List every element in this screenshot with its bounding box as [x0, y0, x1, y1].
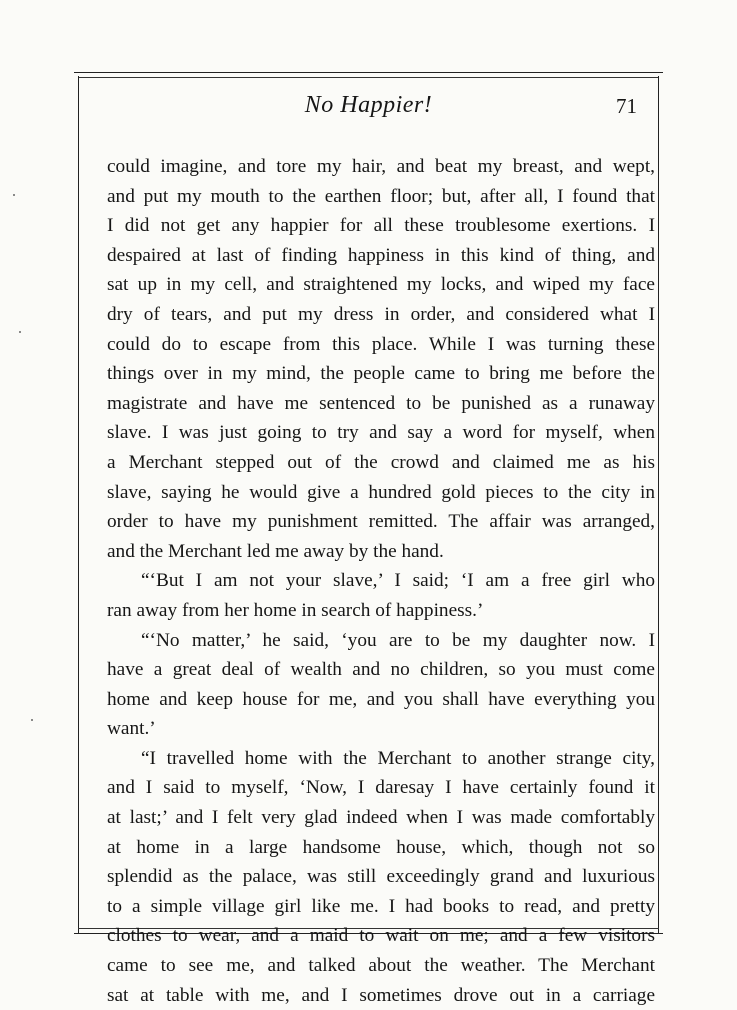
text-line: to a simple village girl like me. I had books to read, and pretty [107, 895, 655, 917]
text-line: slave, saying he would give a hundred gold pieces to the city in [107, 481, 655, 503]
text-line: have a great deal of wealth and no children, so you must come [107, 659, 655, 681]
text-line: clothes to wear, and a maid to wait on me; and a few visitors [107, 925, 655, 947]
text-line: and the Merchant led me away by the hand. [107, 540, 444, 562]
text-line: splendid as the palace, was still exceedingly grand and luxurious [107, 866, 655, 888]
paper-speck [19, 331, 21, 333]
text-line: I did not get any happier for all these troublesome exertions. I [107, 215, 655, 237]
text-line: “I travelled home with the Merchant to another strange city, [141, 747, 655, 769]
text-line: “‘But I am not your slave,’ I said; ‘I am a free girl who [141, 570, 655, 592]
frame-top-rule [74, 72, 663, 73]
page-number: 71 [616, 94, 637, 118]
text-line: could imagine, and tore my hair, and beat my breast, and wept, [107, 156, 655, 177]
text-line: slave. I was just going to try and say a word for myself, when [107, 422, 655, 444]
text-line: could do to escape from this place. While I was turning these [107, 333, 655, 355]
text-line: despaired at last of finding happiness in this kind of thing, and [107, 244, 655, 266]
text-line: sat up in my cell, and straightened my locks, and wiped my face [107, 274, 655, 296]
text-line: and put my mouth to the earthen floor; but, after all, I found that [107, 185, 655, 207]
page-header [78, 92, 659, 126]
text-line: “‘No matter,’ he said, ‘you are to be my daughter now. I [141, 629, 655, 651]
text-line: magistrate and have me sentenced to be punished as a runaway [107, 392, 655, 414]
text-line: came to see me, and talked about the weather. The Merchant [107, 955, 655, 977]
body-text [107, 152, 655, 1010]
text-line: order to have my punishment remitted. The affair was arranged, [107, 511, 655, 533]
running-title: No Happier! [304, 92, 433, 118]
text-line: want.’ [107, 718, 156, 740]
text-line: things over in my mind, the people came to bring me before the [107, 363, 655, 385]
text-line: dry of tears, and put my dress in order, and considered what I [107, 303, 655, 325]
text-line: at last;’ and I felt very glad indeed when I was made comfortably [107, 807, 655, 829]
text-line: at home in a large handsome house, which, though not so [107, 836, 655, 858]
text-line: a Merchant stepped out of the crowd and claimed me as his [107, 451, 655, 473]
paper-speck [13, 194, 15, 196]
text-line: ran away from her home in search of happiness.’ [107, 599, 484, 621]
text-line: home and keep house for me, and you shall have everything you [107, 688, 655, 710]
text-line: sat at table with me, and I sometimes drove out in a carriage [107, 984, 655, 1006]
text-line: and I said to myself, ‘Now, I daresay I have certainly found it [107, 777, 655, 799]
paper-speck [31, 719, 33, 721]
